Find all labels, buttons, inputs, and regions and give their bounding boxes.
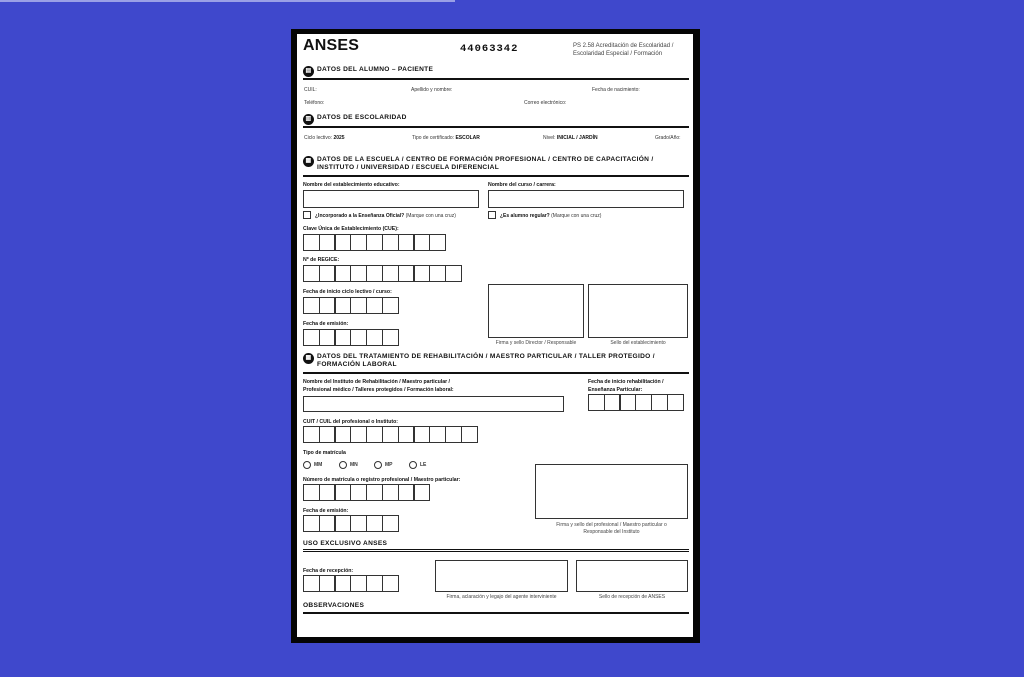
cue-label: Clave Única de Establecimiento (CUE): <box>303 226 399 232</box>
tipo-certificado-value: ESCOLAR <box>455 135 480 141</box>
regice-label: Nº de REGICE: <box>303 257 340 263</box>
section-divider <box>303 551 689 552</box>
nivel: Nivel: INICIAL / JARDÍN <box>543 135 598 141</box>
section-escolaridad-title: DATOS DE ESCOLARIDAD <box>317 114 407 121</box>
cue-input-boxes[interactable] <box>303 234 445 251</box>
firma-profesional-caption: Firma y sello del profesional / Maestro particular o Responsable del Instituto <box>556 522 667 535</box>
numero-matricula-boxes[interactable] <box>303 484 429 501</box>
instituto-input[interactable] <box>303 396 564 412</box>
rehab-icon: ▦ <box>303 353 314 364</box>
establecimiento-label: Nombre del establecimiento educativo: <box>303 182 400 188</box>
fecha-emision-tratamiento-label: Fecha de emisión: <box>303 508 349 514</box>
firma-director-caption: Firma y sello Director / Responsable <box>495 340 577 346</box>
form-number: 44063342 <box>460 43 519 55</box>
sello-establecimiento-box[interactable] <box>588 284 688 338</box>
tipo-certificado: Tipo de certificado: ESCOLAR <box>412 135 480 141</box>
alumno-regular-question: ¿Es alumno regular? (Marque con una cruz) <box>500 213 602 219</box>
section-escuela-header <box>303 156 653 172</box>
cuit-label: CUIT / CUIL del profesional o Instituto: <box>303 419 399 425</box>
fecha-inicio-boxes[interactable] <box>303 297 398 314</box>
observaciones-area[interactable] <box>303 616 689 632</box>
section-escuela-title-1: DATOS DE LA ESCUELA / CENTRO DE FORMACIÓN PROFESIONAL / CENTRO DE CAPACITACIÓN / <box>317 156 654 163</box>
firma-agente-caption: Firma, aclaración y legajo del agente interviniente <box>446 594 557 600</box>
incorporado-checkbox[interactable] <box>303 211 311 219</box>
sello-recepcion-box[interactable] <box>576 560 688 592</box>
firma-director-box[interactable] <box>488 284 584 338</box>
curso-label: Nombre del curso / carrera: <box>488 182 556 188</box>
fecha-nacimiento-label: Fecha de nacimiento: <box>592 87 640 93</box>
cuil-label: CUIL: <box>304 87 317 93</box>
fecha-emision-label: Fecha de emisión: <box>303 321 349 327</box>
ciclo-lectivo: Ciclo lectivo: 2025 <box>304 135 345 141</box>
fecha-inicio-rehab-boxes[interactable] <box>588 394 683 411</box>
sello-establecimiento-caption: Sello del establecimiento <box>610 340 666 346</box>
section-alumno-header <box>303 66 433 77</box>
fecha-inicio-rehab-label: Fecha de inicio rehabilitación / Enseñanza Particular: <box>588 379 664 393</box>
section-observaciones-title: OBSERVACIONES <box>303 602 365 609</box>
section-divider <box>303 372 689 374</box>
section-anses-header <box>303 540 387 548</box>
curso-input[interactable] <box>488 190 684 208</box>
document-title: PS 2.58 Acreditación de Escolaridad / Escolaridad Especial / Formación <box>573 43 674 57</box>
telefono-label: Teléfono: <box>304 100 325 106</box>
nivel-value: INICIAL / JARDÍN <box>556 135 598 141</box>
radio-le[interactable]: LE <box>409 461 426 469</box>
grado-label: Grado/Año: <box>655 135 681 141</box>
section-divider <box>303 549 689 550</box>
form-page <box>297 34 693 637</box>
section-escolaridad-header <box>303 114 407 125</box>
book-icon: ▥ <box>303 114 314 125</box>
section-divider <box>303 78 689 80</box>
regice-input-boxes[interactable] <box>303 265 461 282</box>
section-divider <box>303 126 689 128</box>
radio-circle[interactable] <box>409 461 417 469</box>
incorporado-question: ¿Incorporado a la Enseñanza Oficial? (Marque con una cruz) <box>315 213 456 219</box>
instituto-label: Nombre del Instituto de Rehabilitación / Maestro particular / Profesional médico / Talleres protegidos / Formación laboral: <box>303 379 454 393</box>
fecha-inicio-label: Fecha de inicio ciclo lectivo / curso: <box>303 289 392 295</box>
student-icon: ▤ <box>303 66 314 77</box>
section-divider <box>303 175 689 177</box>
section-escuela-title-2: INSTITUTO / UNIVERSIDAD / ESCUELA DIFERENCIAL <box>317 164 500 171</box>
section-anses-title: USO EXCLUSIVO ANSES <box>303 540 388 547</box>
sello-recepcion-caption: Sello de recepción de ANSES <box>598 594 666 600</box>
radio-circle[interactable] <box>374 461 382 469</box>
radio-circle[interactable] <box>303 461 311 469</box>
alumno-regular-checkbox[interactable] <box>488 211 496 219</box>
cuit-input-boxes[interactable] <box>303 426 477 443</box>
fecha-emision-boxes[interactable] <box>303 329 398 346</box>
section-tratamiento-title-2: FORMACIÓN LABORAL <box>317 361 397 368</box>
firma-profesional-box[interactable] <box>535 464 688 519</box>
radio-mn[interactable]: MN <box>339 461 358 469</box>
fecha-recepcion-label: Fecha de recepción: <box>303 568 354 574</box>
school-icon: ▦ <box>303 156 314 167</box>
tipo-matricula-label: Tipo de matrícula <box>303 450 346 456</box>
correo-label: Correo electrónico: <box>524 100 567 106</box>
section-alumno-title: DATOS DEL ALUMNO – PACIENTE <box>317 66 434 73</box>
establecimiento-input[interactable] <box>303 190 479 208</box>
section-tratamiento-header <box>303 353 655 369</box>
fecha-recepcion-boxes[interactable] <box>303 575 398 592</box>
firma-agente-box[interactable] <box>435 560 568 592</box>
section-observaciones-header <box>303 602 364 610</box>
apellido-label: Apellido y nombre: <box>411 87 453 93</box>
radio-circle[interactable] <box>339 461 347 469</box>
anses-logo: ANSES <box>303 37 360 54</box>
radio-mp[interactable]: MP <box>374 461 393 469</box>
numero-matricula-label: Número de matrícula o registro profesional / Maestro particular: <box>303 477 461 483</box>
ciclo-lectivo-value: 2025 <box>333 135 345 141</box>
section-divider <box>303 612 689 614</box>
fecha-emision-tratamiento-boxes[interactable] <box>303 515 398 532</box>
section-tratamiento-title-1: DATOS DEL TRATAMIENTO DE REHABILITACIÓN / MAESTRO PARTICULAR / TALLER PROTEGIDO / <box>317 353 655 360</box>
radio-mm[interactable]: MM <box>303 461 322 469</box>
top-edge-line <box>0 0 455 2</box>
